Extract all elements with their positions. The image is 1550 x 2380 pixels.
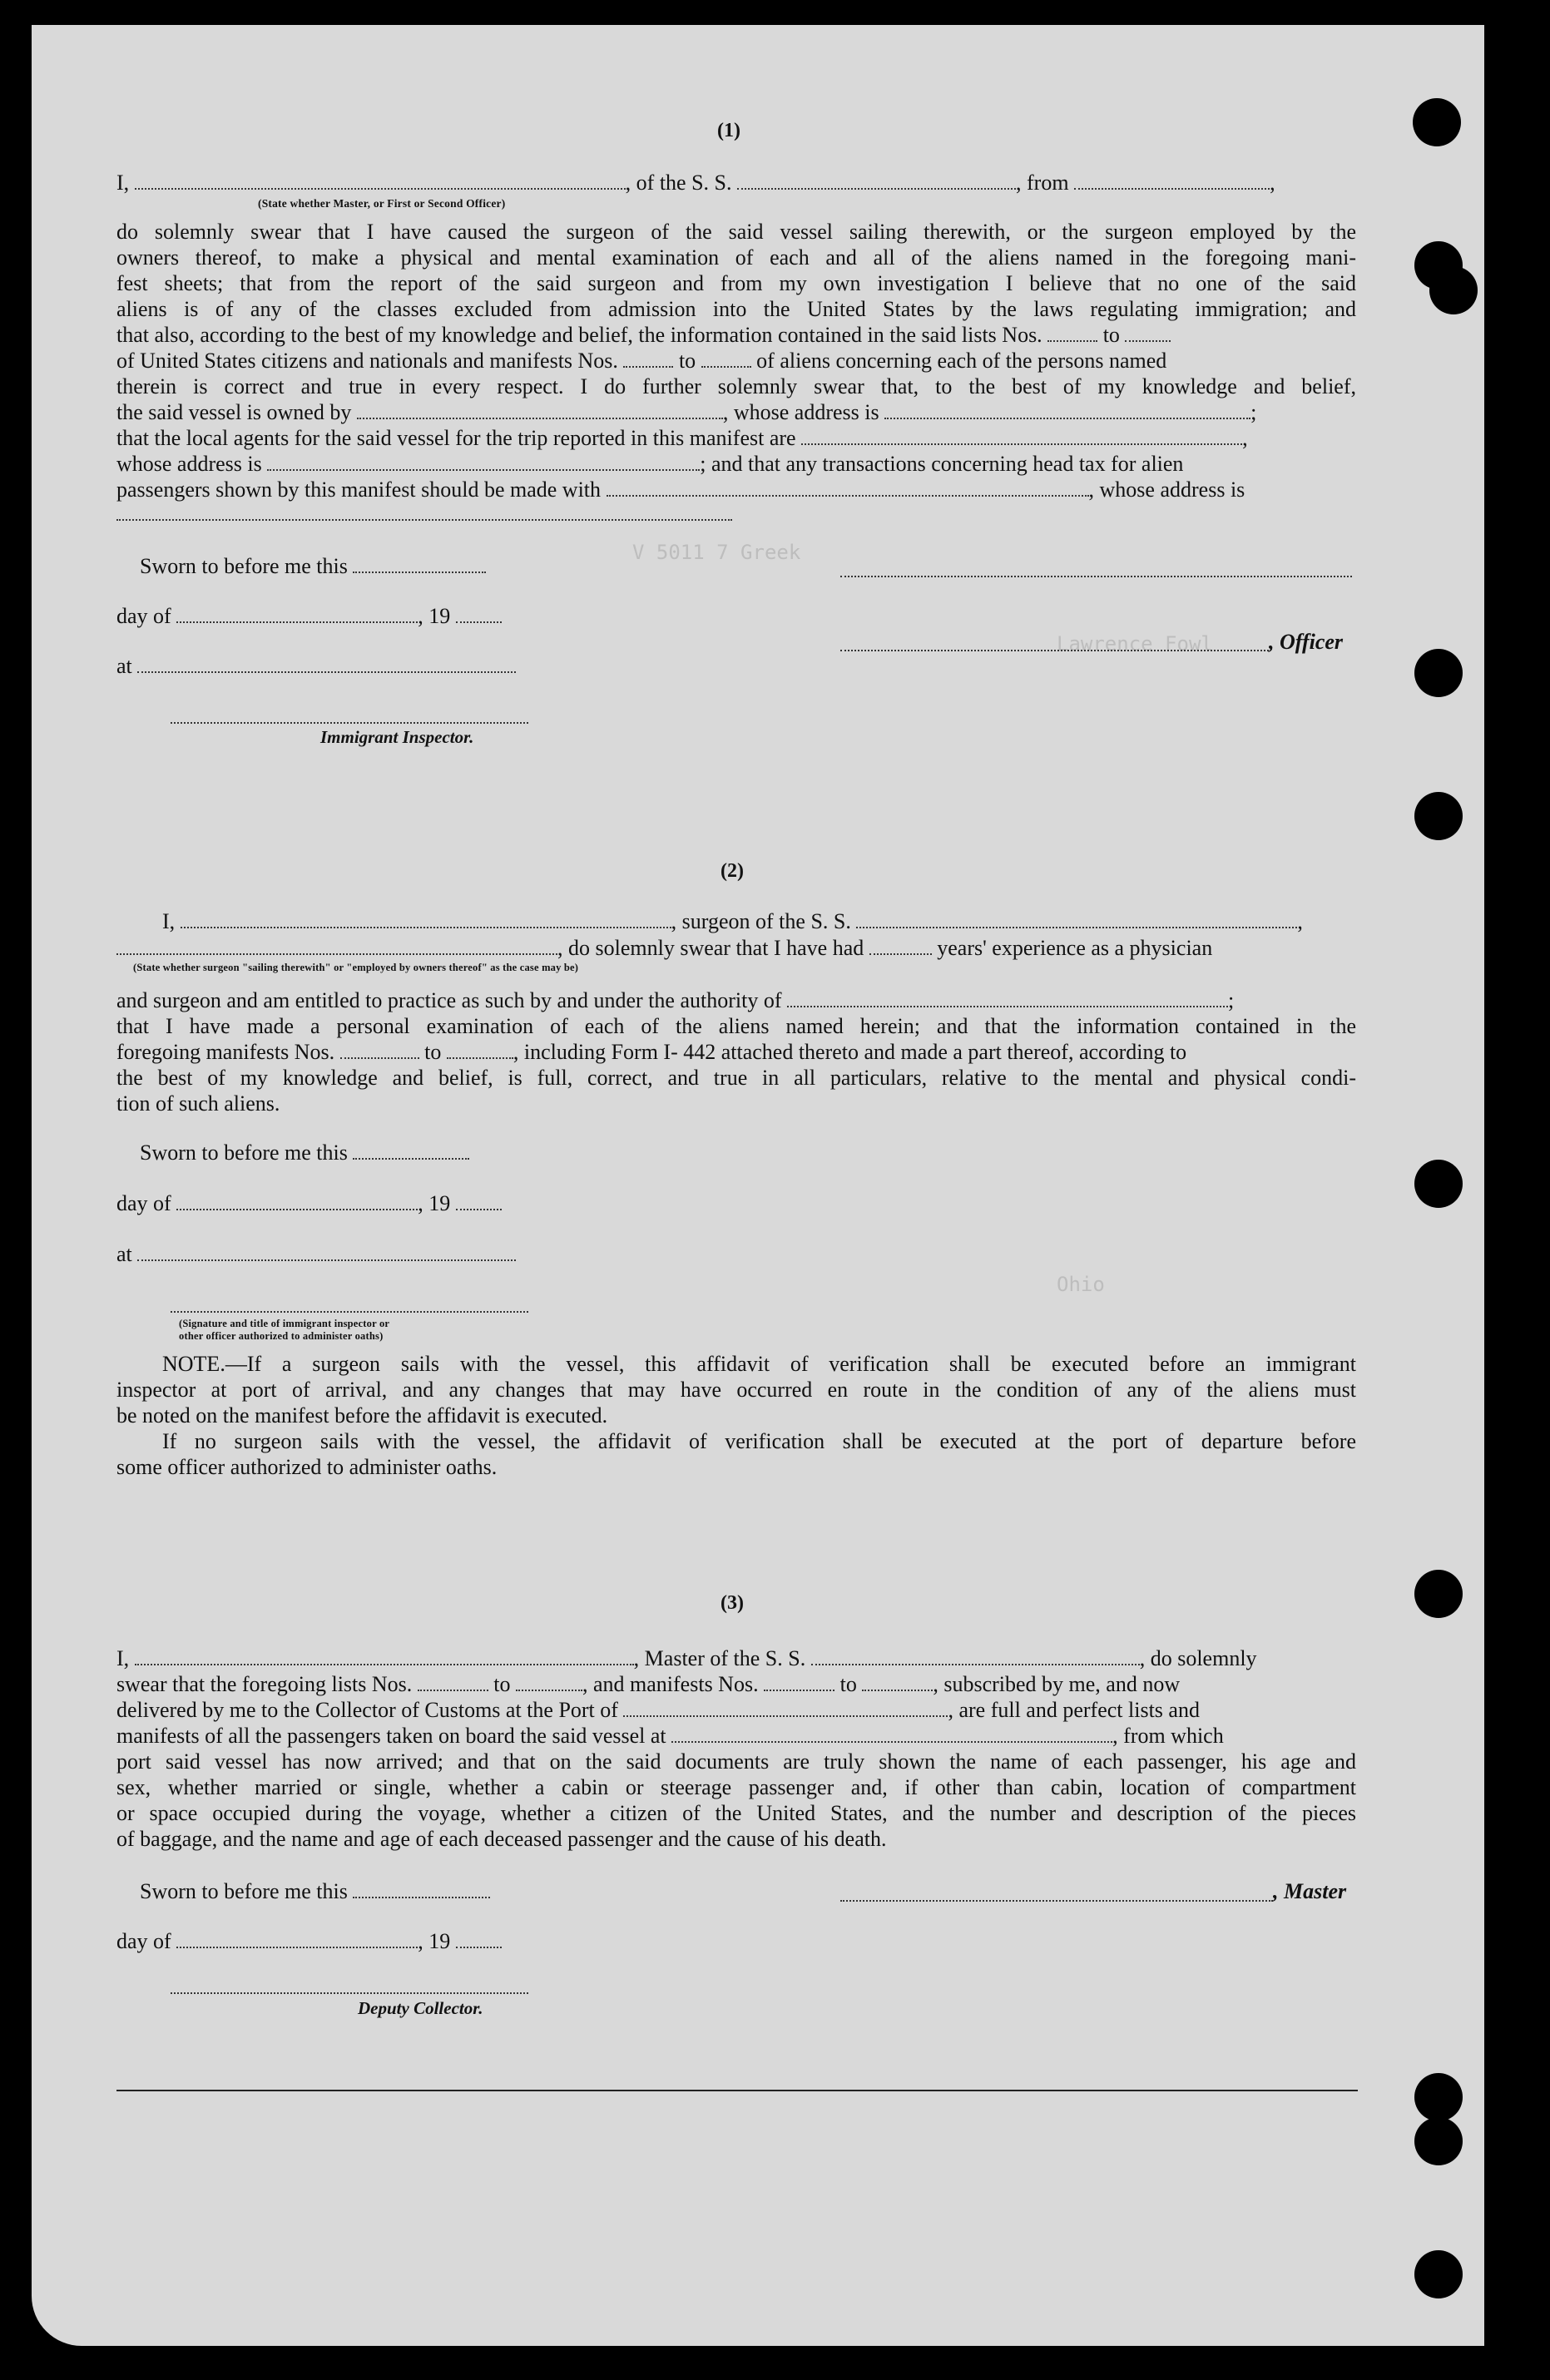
s2-month-field[interactable] — [176, 1192, 418, 1210]
section-1-line-8: therein is correct and true in every respect. I do further solemnly swear that, to the best of my knowledge and belief, — [116, 374, 1356, 398]
section-3-line-8: of baggage, and the name and age of each deceased passenger and the cause of his death. — [116, 1827, 887, 1851]
binder-hole — [1413, 98, 1461, 146]
section-1-line-7 — [116, 348, 1356, 374]
s1-day: day of — [116, 604, 171, 628]
binder-hole — [1414, 1570, 1463, 1618]
s3-master: , Master — [1273, 1879, 1347, 1903]
port-of-embarkation-field[interactable] — [671, 1724, 1112, 1743]
section-3-line-3 — [116, 1697, 1356, 1723]
vessel-owner-field[interactable] — [357, 401, 723, 419]
note-line-3: be noted on the manifest before the affidavit is executed. — [116, 1403, 608, 1428]
s3-master-label-line — [1273, 1878, 1373, 1904]
head-tax-address-field[interactable] — [116, 517, 732, 521]
s1-inspector-caption: Immigrant Inspector. — [320, 727, 474, 747]
s2-manifests-from-field[interactable] — [340, 1041, 419, 1059]
section-2-line-6: the best of my knowledge and belief, is full, correct, and true in all particulars, relative to the mental and physical condi- — [116, 1066, 1356, 1090]
s1-at-line — [116, 653, 616, 679]
s2-day-line — [116, 1190, 616, 1216]
s2-l5b: to — [424, 1040, 442, 1064]
s2-sworn-day-field[interactable] — [353, 1141, 469, 1160]
surgeon-status-field[interactable] — [116, 937, 557, 955]
section-2-line-3 — [116, 987, 1356, 1013]
officer-rank-field[interactable] — [135, 171, 626, 190]
section-1-line-6 — [116, 322, 1356, 348]
section-3-heading: (3) — [721, 1592, 744, 1614]
bleed-through-text: V 5011 7 Greek — [632, 541, 801, 564]
s1-l11a: whose address is — [116, 452, 262, 476]
years-experience-field[interactable] — [869, 937, 932, 955]
s2-sigcap-2: other officer authorized to administer oaths) — [179, 1330, 384, 1342]
s1-officer-signature-line[interactable] — [840, 574, 1352, 577]
s2-inspector-signature-line[interactable] — [171, 1309, 528, 1313]
s3-day: day of — [116, 1929, 171, 1953]
s3-l2e: , subscribed by me, and now — [933, 1672, 1181, 1696]
s3-l4b: , from which — [1112, 1724, 1224, 1748]
s2-vessel-field[interactable] — [856, 910, 1297, 928]
s1-l10: that the local agents for the said vessel for the trip reported in this manifest are — [116, 426, 796, 450]
s1-l7c: of aliens concerning each of the persons named — [756, 349, 1167, 373]
section-3-line-6: sex, whether married or single, whether a cabin or steerage passenger and, if other than cabin, location of compartment — [116, 1775, 1356, 1799]
s3-l3b: , are full and perfect lists and — [948, 1698, 1200, 1722]
s1-l7a: of United States citizens and nationals and manifests Nos. — [116, 349, 618, 373]
binder-hole — [1414, 2073, 1463, 2121]
s1-l12a: passengers shown by this manifest should be made with — [116, 477, 602, 502]
s3-vessel-field[interactable] — [811, 1647, 1140, 1665]
s3-year-field[interactable] — [456, 1930, 502, 1948]
section-2-line-2 — [116, 935, 1356, 961]
bleed-through-text: Ohio — [1057, 1273, 1105, 1296]
s3-manifests-from-field[interactable] — [764, 1673, 834, 1691]
s1-inspector-signature-line[interactable] — [171, 720, 528, 724]
s1-l9c: ; — [1250, 400, 1257, 424]
s3-l1c: , do solemnly — [1139, 1646, 1257, 1670]
s2-sworn-line — [140, 1140, 556, 1165]
s1-year-field[interactable] — [456, 605, 502, 623]
s3-sworn-line — [140, 1878, 556, 1904]
note-line-1: NOTE.—If a surgeon sails with the vessel, this affidavit of verification shall be executed before an immigrant — [162, 1352, 1356, 1376]
s1-month-field[interactable] — [176, 605, 418, 623]
surgeon-status-caption: (State whether surgeon "sailing therewith" or "employed by owners thereof" as the case may be) — [133, 962, 579, 973]
s1-officer: , Officer — [1269, 630, 1344, 654]
lists-to-field[interactable] — [1125, 324, 1171, 342]
s3-month-field[interactable] — [176, 1930, 418, 1948]
section-1-heading: (1) — [717, 120, 740, 141]
s1-l12b: , whose address is — [1088, 477, 1245, 502]
s1-officer-label-line — [1269, 629, 1369, 655]
section-1-line-3: owners thereof, to make a physical and mental examination of each and all of the aliens named in the foregoing mani- — [116, 245, 1356, 270]
s1-day-line — [116, 603, 616, 629]
s2-l2b: years' experience as a physician — [937, 936, 1213, 960]
section-1-line-11 — [116, 451, 1356, 477]
s2-l5a: foregoing manifests Nos. — [116, 1040, 335, 1064]
s1-l11b: ; and that any transactions concerning head tax for alien — [700, 452, 1184, 476]
port-of-arrival-field[interactable] — [623, 1699, 948, 1717]
s2-l5c: , including Form I- 442 attached thereto and made a part thereof, according to — [513, 1040, 1187, 1064]
manifests-to-field[interactable] — [701, 349, 751, 368]
section-2-heading: (2) — [721, 860, 744, 882]
s3-sworn-day-field[interactable] — [353, 1880, 490, 1898]
s1-l7b: to — [678, 349, 696, 373]
s3-sworn: Sworn to before me this — [140, 1879, 348, 1903]
s1-sworn: Sworn to before me this — [140, 554, 348, 578]
s3-l2a: swear that the foregoing lists Nos. — [116, 1672, 413, 1696]
lists-from-field[interactable] — [1047, 324, 1097, 342]
departure-port-field[interactable] — [1074, 171, 1270, 190]
section-2-line-5 — [116, 1039, 1356, 1065]
s2-at-line — [116, 1241, 616, 1267]
s2-l2a: , do solemnly swear that I have had — [557, 936, 864, 960]
s3-manifests-to-field[interactable] — [862, 1673, 933, 1691]
s1-comma: , — [1270, 171, 1275, 195]
s2-l1b: , surgeon of the S. S. — [671, 909, 851, 933]
s1-ofss: , of the S. S. — [625, 171, 732, 195]
s1-at: at — [116, 654, 132, 678]
master-name-field[interactable] — [135, 1647, 634, 1665]
s1-year: , 19 — [418, 604, 451, 628]
s2-manifests-to-field[interactable] — [447, 1041, 513, 1059]
s3-lists-to-field[interactable] — [516, 1673, 582, 1691]
section-3-line-1 — [116, 1645, 1356, 1671]
section-1-line-2: do solemnly swear that I have caused the surgeon of the said vessel sailing therewith, or the surgeon employed by the — [116, 220, 1356, 244]
binder-hole — [1414, 2117, 1463, 2165]
note-line-5: some officer authorized to administer oaths. — [116, 1455, 498, 1479]
s2-l3b: ; — [1228, 988, 1235, 1012]
s2-l1c: , — [1297, 909, 1303, 933]
s1-l6b: to — [1102, 323, 1120, 347]
s3-l2b: to — [493, 1672, 511, 1696]
section-2-line-4: that I have made a personal examination of each of the aliens named herein; and that the information contained in the — [116, 1014, 1356, 1038]
s1-l10end: , — [1242, 426, 1248, 450]
s3-l2c: , and manifests Nos. — [582, 1672, 759, 1696]
section-3-line-7: or space occupied during the voyage, whether a citizen of the United States, and the number and description of the pieces — [116, 1801, 1356, 1825]
section-1-line-10 — [116, 425, 1356, 451]
agents-address-field[interactable] — [267, 453, 700, 471]
s3-l1b: , Master of the S. S. — [633, 1646, 806, 1670]
s2-day: day of — [116, 1191, 171, 1215]
head-tax-contact-field[interactable] — [607, 478, 1089, 497]
section-1-line-5: aliens is of any of the classes excluded from admission into the United States by the laws regulating immigration; and — [116, 297, 1356, 321]
s1-l9b: , whose address is — [722, 400, 879, 424]
binder-hole — [1414, 649, 1463, 697]
s2-year-field[interactable] — [456, 1192, 502, 1210]
s1-l6a: that also, according to the best of my knowledge and belief, the information contained in the said lists Nos. — [116, 323, 1042, 347]
binder-hole — [1429, 266, 1478, 314]
collector-signature-line[interactable] — [171, 1991, 528, 1994]
s3-l1a: I, — [116, 1646, 130, 1670]
s1-l9a: the said vessel is owned by — [116, 400, 352, 424]
s3-day-line — [116, 1928, 616, 1954]
s2-place-field[interactable] — [137, 1243, 516, 1261]
binder-hole — [1414, 1160, 1463, 1208]
manifests-from-field[interactable] — [623, 349, 673, 368]
s1-officer-name-line[interactable] — [840, 648, 1269, 651]
bottom-rule — [116, 2090, 1358, 2091]
collector-caption: Deputy Collector. — [358, 1998, 483, 2018]
note-line-2: inspector at port of arrival, and any changes that may have occurred en route in the condition of any of the aliens must — [116, 1378, 1356, 1402]
bleed-through-text: Lawrence Fowl — [1057, 632, 1213, 656]
s3-l2d: to — [839, 1672, 857, 1696]
binder-hole — [1414, 2250, 1463, 2298]
section-3-line-4 — [116, 1723, 1356, 1749]
section-1-line-1 — [116, 170, 1356, 195]
section-2-line-1 — [116, 908, 1356, 934]
s1-place-field[interactable] — [137, 655, 516, 673]
s3-l3a: delivered by me to the Collector of Customs at the Port of — [116, 1698, 618, 1722]
s2-sigcap-1: (Signature and title of immigrant inspector or — [179, 1318, 390, 1329]
s2-l1a: I, — [162, 909, 176, 933]
section-1-line-12 — [116, 477, 1356, 502]
owner-address-field[interactable] — [884, 401, 1250, 419]
s2-sworn: Sworn to before me this — [140, 1141, 348, 1165]
s1-sworn-line — [140, 553, 556, 579]
section-2-line-7: tion of such aliens. — [116, 1091, 280, 1116]
binder-hole — [1414, 792, 1463, 840]
s3-l4a: manifests of all the passengers taken on board the said vessel at — [116, 1724, 666, 1748]
officer-rank-caption: (State whether Master, or First or Second Officer) — [258, 197, 506, 210]
s1-sworn-day-field[interactable] — [353, 555, 486, 573]
section-1-line-4: fest sheets; that from the report of the said surgeon and from my own investigation I believe that no one of the said — [116, 271, 1356, 295]
s1-i: I, — [116, 171, 130, 195]
s2-l3a: and surgeon and am entitled to practice as such by and under the authority of — [116, 988, 782, 1012]
master-signature-line[interactable] — [840, 1898, 1273, 1902]
section-3-line-2 — [116, 1671, 1356, 1697]
s2-year: , 19 — [418, 1191, 451, 1215]
section-3-line-5: port said vessel has now arrived; and that on the said documents are truly shown the name of each passenger, his age and — [116, 1749, 1356, 1774]
vessel-name-field[interactable] — [737, 171, 1016, 190]
section-1-line-9 — [116, 399, 1356, 425]
practice-authority-field[interactable] — [787, 989, 1228, 1007]
s3-year: , 19 — [418, 1929, 451, 1953]
note-line-4: If no surgeon sails with the vessel, the affidavit of verification shall be executed at the port of departure before — [162, 1429, 1356, 1453]
s1-from: , from — [1016, 171, 1069, 195]
surgeon-name-field[interactable] — [181, 910, 671, 928]
s3-lists-from-field[interactable] — [418, 1673, 488, 1691]
local-agents-field[interactable] — [801, 427, 1242, 445]
s2-inspector-caption — [179, 1318, 389, 1343]
s2-at: at — [116, 1242, 132, 1266]
